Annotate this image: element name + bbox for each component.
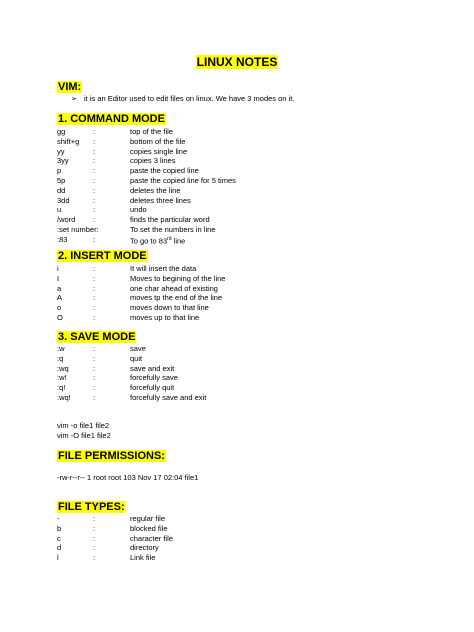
description-text: regular file — [130, 514, 166, 523]
separator: : — [93, 273, 96, 283]
separator: : — [93, 215, 96, 225]
description-text: paste the copied line — [130, 166, 199, 176]
vim-line: vim -o file1 file2 — [57, 421, 110, 430]
separator: : — [93, 523, 96, 533]
command-description — [130, 215, 210, 225]
separator: : — [93, 383, 96, 393]
command-key: a — [57, 283, 62, 293]
description-text: forcefully save — [130, 373, 178, 383]
separator: : — [93, 553, 96, 563]
command-description — [130, 293, 222, 303]
separator: : — [93, 373, 96, 383]
command-key: :q — [57, 353, 64, 363]
command-description — [130, 274, 225, 284]
description-text: To go to 83 — [130, 236, 168, 246]
command-description — [130, 303, 209, 313]
description-text: forcefully save and exit — [130, 392, 207, 402]
description-text: save — [130, 344, 146, 353]
insert-mode-heading-text: 2. INSERT MODE — [58, 250, 147, 262]
description-text: It will insert the data — [130, 264, 197, 273]
description-text: deletes three lines — [130, 195, 191, 205]
description-text: blocked file — [130, 523, 168, 533]
command-key: :83 — [57, 234, 68, 244]
command-key: :w — [57, 344, 65, 353]
command-description — [130, 393, 206, 403]
command-description — [130, 524, 168, 534]
command-key: gg — [57, 127, 66, 136]
separator: : — [93, 205, 96, 215]
command-description — [130, 313, 199, 323]
description-text: forcefully quit — [130, 383, 175, 393]
command-key: c — [57, 533, 61, 543]
command-description — [130, 147, 187, 157]
file-permissions-example: -rw-r--r-- 1 root root 103 Nov 17 02:04 file1 — [57, 473, 199, 482]
command-key: :q! — [57, 383, 66, 393]
command-description — [130, 284, 218, 294]
separator: : — [93, 136, 96, 146]
description-text: moves tp the end of the line — [130, 293, 223, 303]
vim-heading-text: VIM: — [58, 81, 82, 93]
command-key: i — [57, 264, 59, 273]
separator: : — [93, 303, 96, 313]
vim-bullet-text: it is an Editor used to edit files on linux. We have 3 modes on it. — [84, 94, 295, 103]
command-key: dd — [57, 185, 66, 195]
command-key: o — [57, 303, 62, 313]
arrow-bullet-icon: ➢ — [71, 94, 78, 103]
separator: : — [93, 392, 96, 402]
description-text: top of the file — [130, 127, 173, 136]
command-key: A — [57, 293, 63, 303]
command-key: 3dd — [57, 195, 70, 205]
command-mode-heading — [57, 113, 166, 125]
command-key: :set number: — [57, 224, 99, 234]
description-text: To set the numbers in line — [130, 224, 216, 234]
command-description — [130, 137, 185, 147]
command-key: /word — [57, 215, 76, 225]
page-title — [0, 53, 474, 71]
command-description — [130, 373, 178, 383]
file-permissions-heading — [57, 450, 166, 462]
description-text: quit — [130, 353, 143, 363]
command-description — [130, 127, 173, 137]
ordinal-suffix: rd — [167, 235, 172, 242]
command-key: l — [57, 553, 59, 563]
description-text: deletes the line — [130, 185, 181, 195]
command-description — [130, 235, 185, 246]
command-description — [130, 354, 142, 364]
description-text: paste the copied line for 5 times — [130, 175, 236, 185]
command-key: :w! — [57, 373, 67, 383]
description-text: Moves to begining of the line — [130, 273, 226, 283]
command-description — [130, 196, 191, 206]
separator: : — [93, 353, 96, 363]
command-description — [130, 176, 236, 186]
vim-heading — [57, 81, 82, 93]
page-title-text: LINUX NOTES — [196, 55, 278, 69]
description-tail: line — [171, 236, 186, 246]
separator: : — [93, 283, 96, 293]
command-description — [130, 205, 147, 215]
insert-mode-heading — [57, 250, 148, 262]
save-mode-heading-text: 3. SAVE MODE — [58, 331, 136, 343]
command-key: 5p — [57, 175, 66, 185]
command-description — [130, 383, 174, 393]
command-key: I — [57, 273, 60, 283]
command-description — [130, 344, 146, 354]
description-text: bottom of the file — [130, 136, 186, 146]
description-text: directory — [130, 543, 159, 553]
command-key: p — [57, 166, 62, 176]
command-key: 3yy — [57, 156, 69, 166]
separator: : — [93, 363, 96, 373]
file-permissions-heading-text: FILE PERMISSIONS: — [58, 450, 165, 462]
description-text: copies 3 lines — [130, 156, 176, 166]
description-text: save and exit — [130, 363, 175, 373]
separator: : — [93, 127, 96, 136]
separator: : — [93, 195, 96, 205]
description-text: copies single line — [130, 146, 188, 156]
separator: : — [93, 185, 96, 195]
command-description — [130, 514, 165, 524]
vim-line: vim -O file1 file2 — [57, 431, 111, 440]
command-description — [130, 186, 180, 196]
command-description — [130, 534, 173, 544]
command-key: b — [57, 523, 62, 533]
separator: : — [93, 543, 96, 553]
file-types-heading — [57, 501, 126, 513]
description-text: one char ahead of existing — [130, 283, 218, 293]
command-description — [130, 264, 196, 274]
separator: : — [93, 293, 96, 303]
description-text: Link file — [130, 553, 156, 563]
command-description — [130, 553, 155, 563]
separator: : — [93, 312, 96, 322]
command-description — [130, 166, 199, 176]
separator: : — [93, 344, 96, 353]
description-text: character file — [130, 533, 173, 543]
separator: : — [93, 264, 96, 273]
description-text: moves up to that line — [130, 312, 200, 322]
separator: : — [93, 175, 96, 185]
separator: : — [93, 146, 96, 156]
description-text: moves down to that line — [130, 303, 209, 313]
separator: : — [93, 533, 96, 543]
command-description — [130, 364, 174, 374]
file-types-heading-text: FILE TYPES: — [58, 501, 125, 513]
description-text: undo — [130, 205, 147, 215]
command-description — [130, 156, 175, 166]
separator: : — [93, 166, 96, 176]
vim-bullet — [71, 94, 294, 103]
command-key: u — [57, 205, 62, 215]
command-key: O — [57, 312, 63, 322]
separator: : — [93, 514, 96, 523]
command-key: :wq! — [57, 392, 71, 402]
save-mode-heading — [57, 331, 136, 343]
description-text: finds the particular word — [130, 215, 210, 225]
command-key: yy — [57, 146, 65, 156]
command-description — [130, 543, 159, 553]
command-key: - — [57, 514, 60, 523]
separator: : — [93, 234, 96, 244]
command-mode-heading-text: 1. COMMAND MODE — [58, 113, 165, 125]
command-description — [130, 225, 215, 235]
command-key: :wq — [57, 363, 69, 373]
command-key: d — [57, 543, 62, 553]
command-key: shift+g — [57, 136, 80, 146]
separator: : — [93, 156, 96, 166]
